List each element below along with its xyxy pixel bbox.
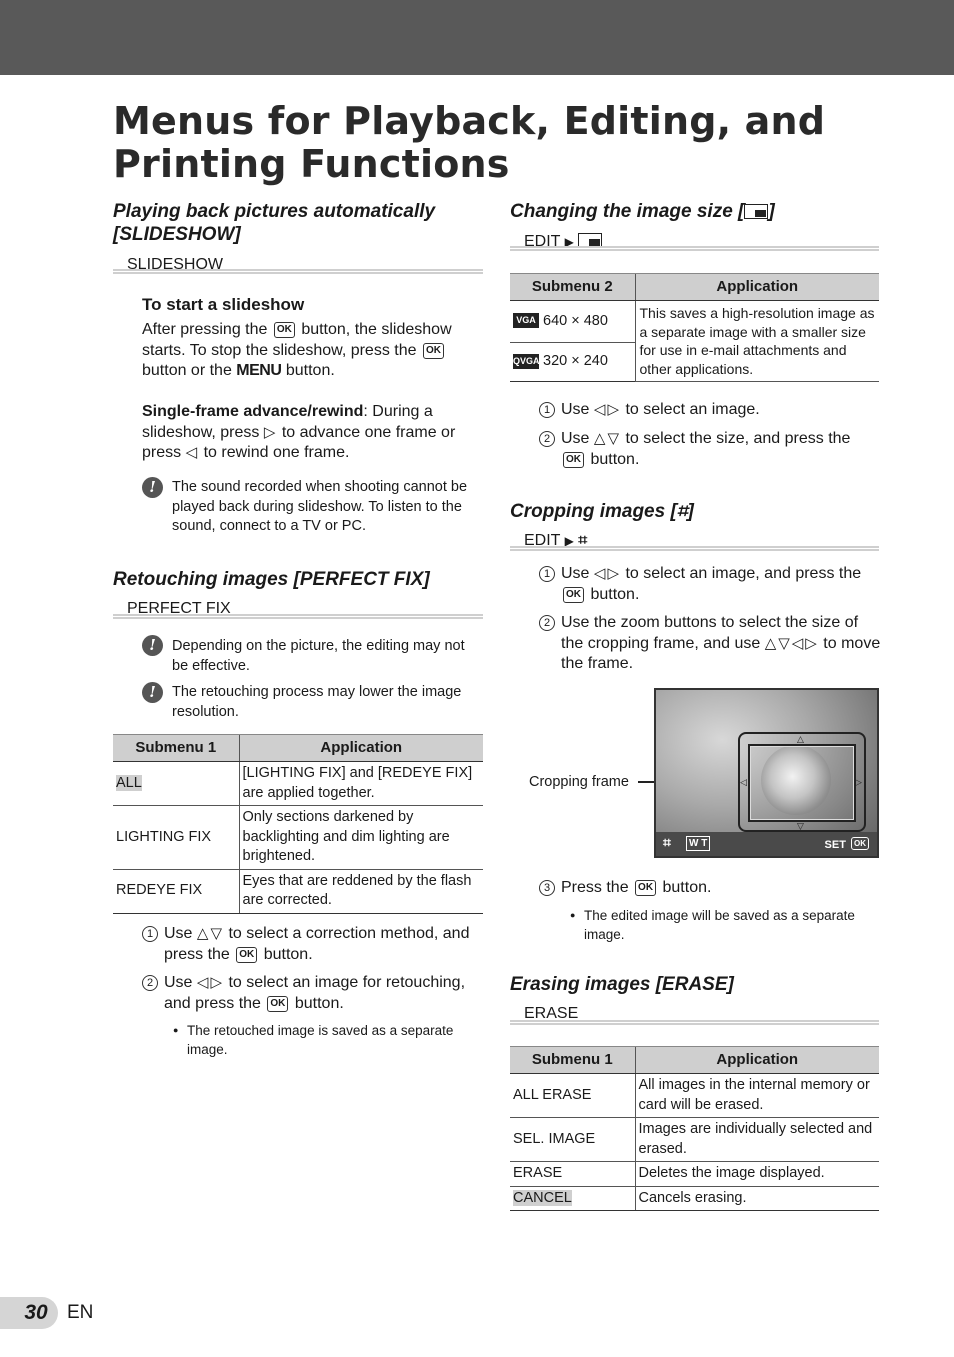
caution-icon: ! [142, 635, 163, 656]
section-rule [510, 1020, 879, 1025]
left-right-arrows-icon: ◁▷ [593, 401, 621, 418]
resize-heading: Changing the image size [ ] [510, 201, 775, 222]
table-header: Submenu 1 [510, 1047, 635, 1074]
slideshow-subheading: To start a slideshow [142, 295, 305, 314]
language-code: EN [67, 1302, 94, 1323]
slideshow-menu-path: SLIDESHOW [127, 256, 224, 273]
table-row [113, 806, 483, 870]
section-rule [113, 269, 483, 274]
right-arrow-icon: ▷ [855, 777, 862, 787]
down-arrow-icon: ▽ [797, 821, 804, 831]
arrow-right-icon: ▶ [564, 534, 574, 548]
ok-button-icon: OK [563, 452, 584, 468]
arrow-right-icon: ▶ [564, 235, 574, 249]
perfect-fix-bullet: ● The retouched image is saved as a separate image. [173, 1021, 478, 1059]
table-row [113, 762, 483, 806]
caution-icon: ! [142, 682, 163, 703]
table-cell-submenu: SEL. IMAGE [510, 1118, 635, 1162]
zoom-wt-icon: W T [686, 836, 710, 851]
crop-icon: ⌗ [663, 834, 671, 850]
slideshow-note: The sound recorded when shooting cannot be played back during slideshow. To listen to the sound, connect to a TV or PC. [172, 479, 468, 534]
crop-step-1: 1 Use ◁▷ to select an image, and press the OK button. [539, 564, 879, 605]
table-header: Submenu 1 [113, 735, 239, 762]
right-arrow-icon: ▷ [263, 423, 278, 441]
table-row [510, 1118, 879, 1162]
table-cell-submenu: REDEYE FIX [113, 869, 239, 913]
table-row [510, 1162, 879, 1187]
step-number-icon: 1 [539, 566, 555, 582]
step-number-icon: 1 [142, 926, 158, 942]
page-number: 30 [0, 1297, 58, 1329]
left-arrow-icon: ◁ [185, 444, 200, 461]
ok-button-icon: OK [635, 880, 656, 896]
ok-button-icon: OK [236, 947, 257, 963]
table-cell-submenu: LIGHTING FIX [113, 806, 239, 870]
table-row [510, 1074, 879, 1118]
table-cell-application: Eyes that are reddened by the flash are corrected. [239, 869, 483, 913]
table-cell-submenu: ALL ERASE [510, 1074, 635, 1118]
slideshow-instructions: After pressing the OK button, the slideshow starts. To stop the slideshow, press the OK button or the MENU button. [142, 321, 452, 379]
perfect-fix-note-2: The retouching process may lower the image resolution. [172, 684, 462, 720]
ok-button-icon: OK [274, 322, 295, 338]
table-cell-application: Cancels erasing. [635, 1186, 879, 1211]
resize-table [510, 273, 879, 382]
up-down-arrows-icon: △▽ [196, 925, 224, 942]
perfect-fix-step-2: 2 Use ◁▷ to select an image for retouching, and press the OK button. [142, 973, 482, 1014]
perfect-fix-heading: Retouching images [PERFECT FIX] [113, 569, 430, 590]
up-arrow-icon: △ [797, 734, 804, 744]
left-arrow-icon: ◁ [740, 777, 747, 787]
left-right-arrows-icon: ◁▷ [593, 565, 621, 582]
table-cell-submenu: QVGA 320 × 240 [510, 342, 635, 381]
table-cell-submenu: VGA 640 × 480 [510, 301, 635, 343]
slideshow-heading: Playing back pictures automatically [SLIDESHOW] [113, 201, 436, 245]
table-cell-application: Deletes the image displayed. [635, 1162, 879, 1187]
perfect-fix-step-1: 1 Use △▽ to select a correction method, and press the OK button. [142, 924, 482, 965]
ok-button-icon: OK [563, 587, 584, 603]
perfect-fix-note-1: Depending on the picture, the editing may not be effective. [172, 638, 465, 674]
crop-step-3: 3 Press the OK button. [539, 878, 879, 899]
menu-button-label: MENU [236, 362, 282, 379]
erase-table [510, 1046, 879, 1211]
resize-icon [744, 204, 768, 219]
up-down-arrows-icon: △▽ [593, 430, 621, 447]
ok-button-icon: OK [267, 996, 288, 1012]
table-cell-submenu: ALL [116, 774, 142, 791]
qvga-size-icon: QVGA [513, 354, 539, 369]
table-header: Application [635, 274, 879, 301]
crop-icon: ⌗ [578, 532, 588, 549]
step-number-icon: 1 [539, 402, 555, 418]
section-rule [510, 246, 879, 251]
perfect-fix-menu-path: PERFECT FIX [127, 600, 231, 617]
table-header: Application [239, 735, 483, 762]
table-header: Application [635, 1047, 879, 1074]
table-cell-application: All images in the internal memory or card will be erased. [635, 1074, 879, 1118]
step-number-icon: 2 [539, 615, 555, 631]
step-number-icon: 2 [142, 975, 158, 991]
table-cell-application: This saves a high-resolution image as a separate image with a smaller size for use in e-mail attachments and other applications. [635, 301, 879, 382]
page-title: Menus for Playback, Editing, and Printing Functions [113, 99, 826, 186]
resize-menu-path: EDIT ▶ [524, 233, 602, 251]
crop-bullet: ● The edited image will be saved as a separate image. [570, 906, 878, 944]
up-down-arrows-icon: △▽ [764, 634, 792, 652]
resize-step-1: 1 Use ◁▷ to select an image. [539, 400, 879, 421]
crop-menu-path: EDIT ▶ ⌗ [524, 532, 588, 549]
left-right-arrows-icon: ◁▷ [791, 634, 819, 652]
vga-size-icon: VGA [513, 313, 539, 328]
cropping-screen-illustration [654, 688, 879, 858]
step-number-icon: 3 [539, 880, 555, 896]
table-cell-application: [LIGHTING FIX] and [REDEYE FIX] are applied together. [239, 762, 483, 806]
step-number-icon: 2 [539, 431, 555, 447]
set-ok-label: SET OK [825, 837, 871, 851]
erase-menu-path: ERASE [524, 1005, 579, 1022]
perfect-fix-table [113, 734, 483, 914]
table-cell-application: Images are individually selected and erased. [635, 1118, 879, 1162]
single-frame-instructions: Single-frame advance/rewind: During a slideshow, press ▷ to advance one frame or press ◁ to rewind one frame. [142, 403, 456, 461]
section-rule [510, 546, 879, 551]
crop-heading: Cropping images [⌗] [510, 501, 694, 522]
camera-status-bar [656, 832, 877, 856]
resize-step-2: 2 Use △▽ to select the size, and press the OK button. [539, 429, 879, 470]
caution-icon: ! [142, 477, 163, 498]
left-right-arrows-icon: ◁▷ [196, 974, 224, 991]
cropping-frame-callout: Cropping frame [529, 774, 629, 790]
erase-heading: Erasing images [ERASE] [510, 974, 734, 995]
table-row [510, 1186, 879, 1211]
cropping-frame [748, 744, 856, 822]
table-row [113, 869, 483, 913]
table-cell-application: Only sections darkened by backlighting and dim lighting are brightened. [239, 806, 483, 870]
table-cell-submenu: CANCEL [513, 1189, 572, 1206]
crop-icon: ⌗ [676, 501, 688, 522]
table-header: Submenu 2 [510, 274, 635, 301]
ok-button-icon: OK [423, 343, 444, 359]
table-cell-submenu: ERASE [510, 1162, 635, 1187]
top-header-bar [0, 0, 954, 75]
table-row [510, 301, 879, 343]
section-rule [113, 614, 483, 619]
crop-step-2: 2 Use the zoom buttons to select the size of the cropping frame, and use △▽◁▷ to move the frame. [539, 613, 881, 675]
